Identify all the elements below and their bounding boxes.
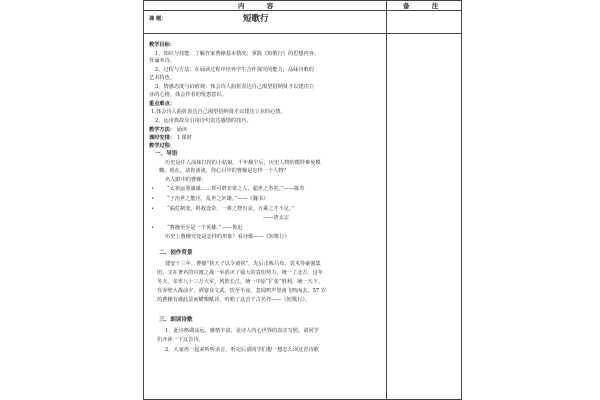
section-1-para-1-line-2: 糊。现在，请你谈谈，你心目中的曹操是怎样一个人物？: [159, 168, 289, 174]
section-2-line-3: 冬天，亲率八十三万大军，列阵长江，统一中原“扩张”胜利，统一天下。: [157, 279, 324, 285]
section-2-line-5: 的曹操有感此景而横槊赋诗，吟唱了这首千古名作——《短歌行》。: [157, 297, 311, 303]
header-notes: 备 注: [403, 2, 449, 10]
header-content: 内 容: [238, 2, 284, 10]
quote-2: “子治世之能臣，乱世之奸雄。”——《魏书》: [167, 196, 269, 202]
goal-3-line-1: 3、情感态度与价值观：体会诗人曲折表达自己渴望招纳贤才以建功立: [155, 84, 314, 90]
goal-2-line-1: 2、过程与方法：在诵读过程中培养学生合作探究的能力，品味诗歌的: [155, 67, 314, 73]
section-3-heading: 三、朗读诗歌: [159, 317, 193, 323]
quote-1: “太祖运筹演谋……挥可谓非常之人，超世之杰矣。”——陈寿: [167, 186, 305, 192]
keypoints-heading: 重点难点：: [149, 101, 175, 107]
section-1-para-2: 名人眼中的曹操：: [165, 177, 207, 183]
quote-4: “曹操至少是一个英雄。”——鲁迅: [167, 225, 243, 231]
section-2-line-1: 建安十三年，曹操“挟天子以令诸侯”，先后击败吕布、袁术等豪强集: [165, 261, 321, 267]
section-2-heading: 二、创作背景: [159, 250, 193, 256]
column-divider: [386, 0, 387, 400]
keypoint-2: 2、运用典故及引用诗句表达感情的技巧。: [155, 118, 252, 124]
section-3-line-1: 1、此诗格调高远，感情丰富，是诗人内心世界的真实写照。请同学: [165, 328, 319, 334]
hours-value: 1 课时: [176, 135, 192, 141]
method-row: [149, 127, 187, 134]
section-1-para-3: 历史上曹操究竟是怎样的形象？看诗歌——《短歌行》: [165, 234, 290, 240]
hours-row: [149, 135, 192, 142]
method-value: 诵读: [176, 127, 187, 133]
bullet-icon: •: [151, 196, 154, 202]
section-1-heading: 一、导语: [155, 151, 178, 157]
goal-2-line-2: 艺术特色。: [149, 75, 175, 81]
quote-3-line-1: “临危制变，料敌设奇，一将之智有余，万乘之才不足。”: [167, 206, 295, 212]
process-heading: 教学过程：: [149, 143, 175, 149]
keypoint-1: 1.体会诗人曲折表达自己渴望招纳贤才以建功立业的心情。: [151, 109, 286, 115]
section-2-line-2: 团，又在著名的官渡之战一举消灭了强大的袁绍势力，统一了北方。这年: [157, 270, 324, 276]
bullet-icon: •: [151, 186, 154, 192]
section-2-line-4: 在赤壁大战前夕，酒宴众文武，饮至半夜，忽闻鸦声望南飞鸣而去。57 岁: [157, 288, 327, 294]
method-label: 教学方法：: [149, 127, 175, 133]
topic-label: 课 题：: [149, 16, 167, 22]
bullet-icon: •: [151, 206, 154, 212]
goal-1-line-1: 1、知识与技能：了解作家曹操基本情况；掌握《短歌行》的思想内容；: [155, 51, 320, 57]
goal-3-line-2: 业的心情，体会作者的忧患意识。: [149, 92, 227, 98]
header-divider: [143, 10, 462, 11]
quote-3-line-2: ——唐太宗: [263, 215, 289, 221]
section-1-para-1-line-1: 历史是任人涂抹打扮的小姑娘。千年烟尘后，历史人物的模样难免模: [165, 160, 321, 166]
section-3-line-3: 2、大家再一起来听听录音，听完后请同学们想一想怎么读这首诗歌: [165, 347, 319, 353]
topic-divider: [143, 33, 462, 34]
lesson-plan-page: [143, 0, 462, 400]
hours-label: 课时安排：: [149, 135, 175, 141]
section-3-line-2: 们齐读一下这首诗。: [157, 337, 204, 343]
goal-1-line-2: 背诵本诗。: [149, 58, 175, 64]
goals-heading: 教学目标：: [149, 42, 175, 48]
bullet-icon: •: [151, 225, 154, 231]
lesson-title: 短歌行: [243, 14, 269, 24]
